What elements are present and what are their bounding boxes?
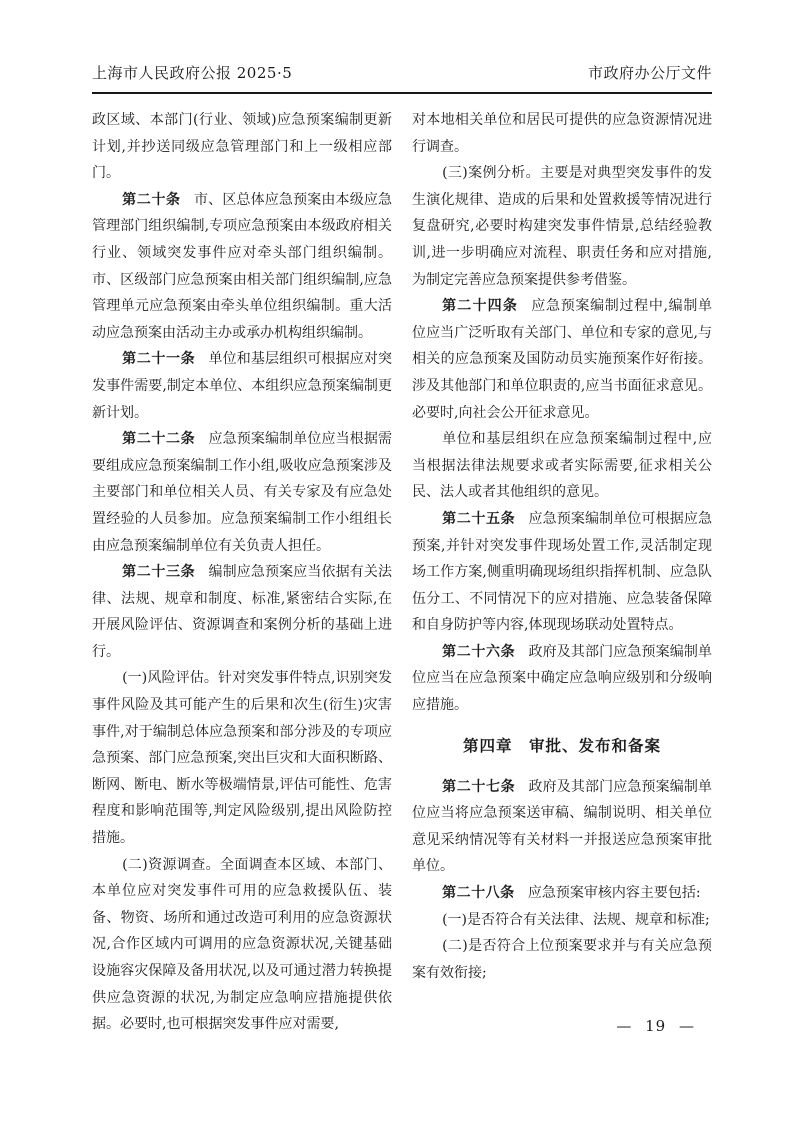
paragraph-text: 政区域、本部门(行业、领域)应急预案编制更新计划,并抄送同级应急管理部门和上一级相应部门。 [92, 112, 392, 182]
header-section-title: 市政府办公厅文件 [587, 64, 712, 82]
chapter-heading: 第四章 审批、发布和备案 [462, 736, 661, 755]
article-paragraph [92, 187, 392, 347]
article-number: 第二十二条 [122, 431, 196, 448]
list-item-paragraph [92, 665, 392, 851]
article-number: 第二十八条 [442, 885, 515, 902]
paragraph-text: (三)案例分析。主要是对典型突发事件的发生演化规律、造成的后果和处置救援等情况进行复盘研究,必要时构建突发事件情景,总结经验教训,进一步明确应对流程、职责任务和应对措施,为制定完善应急预案提供参考借鉴。 [412, 165, 712, 288]
article-number: 第二十三条 [122, 564, 196, 581]
paragraph-text: 单位和基层组织在应急预案编制过程中,应当根据法律法规要求或者实际需要,征求相关公民、法人或者其他组织的意见。 [412, 431, 712, 501]
paragraph-text: 政府及其部门应急预案编制单位应当在应急预案中确定应急响应级别和分级响应措施。 [412, 643, 713, 714]
article-number: 第二十五条 [442, 510, 516, 527]
paragraph-text: 对本地相关单位和居民可提供的应急资源情况进行调查。 [412, 112, 712, 155]
article-number: 第二十六条 [442, 643, 516, 660]
paragraph-text: 市、区总体应急预案由本级应急管理部门组织编制,专项应急预案由本级政府相关行业、领域突发事件应对牵头部门组织编制。市、区级部门应急预案由相关部门组织编制,应急管理单元应急预案由牵头单位组织编制。重大活动应急预案由活动主办或承办机构组织编制。 [92, 191, 393, 341]
right-column [412, 107, 712, 1038]
article-paragraph [92, 559, 392, 665]
list-item-paragraph [412, 907, 712, 934]
two-column-body [92, 107, 712, 1038]
running-header [92, 62, 712, 83]
header-publication-title: 上海市人民政府公报 2025·5 [92, 64, 293, 82]
article-paragraph [92, 426, 392, 559]
list-item-paragraph [92, 852, 392, 1038]
paragraph-text: 应急预案编制单位可根据应急预案,并针对突发事件现场处置工作,灵活制定现场工作方案,侧重明确现场组织指挥机制、应急队伍分工、不同情况下的应对措施、应急装备保障和自身防护等内容,体现现场联动处置特点。 [412, 510, 713, 634]
article-paragraph [412, 506, 712, 639]
article-number: 第二十四条 [442, 298, 519, 315]
paragraph-text: 应急预案编制单位应当根据需要组成应急预案编制工作小组,吸收应急预案涉及主要部门和单位相关人员、有关专家及有应急处置经验的人员参加。应急预案编制工作小组组长由应急预案编制单位有关负责人担任。 [92, 431, 393, 554]
paragraph-text: 应急预案审核内容主要包括: [527, 885, 701, 902]
paragraph-text: (一)风险评估。针对突发事件特点,识别突发事件风险及其可能产生的后果和次生(衍生)灾害事件,对于编制总体应急预案和部分涉及的专项应急预案、部门应急预案,突出巨灾和大面积断路、断网、断电、断水等极端情景,评估可能性、危害程度和影响范围等,判定风险级别,提出风险防控措施。 [92, 670, 392, 847]
paragraph [412, 426, 712, 506]
article-number: 第二十条 [122, 191, 181, 208]
page-number: — 19 — [616, 1017, 695, 1035]
list-item-paragraph [412, 933, 712, 986]
article-number: 第二十一条 [122, 351, 196, 368]
article-paragraph [412, 293, 712, 426]
paragraph-text: (一)是否符合有关法律、法规、规章和标准; [442, 911, 710, 928]
page-content [92, 62, 712, 1038]
paragraph-text: (二)资源调查。全面调查本区域、本部门、本单位应对突发事件可用的应急救援队伍、装备、物资、场所和通过改造可利用的应急资源状况,合作区域内可调用的应急资源状况,关键基础设施容灾保障及备用状况,以及可通过潜力转换提供应急资源的状况,为制定应急响应措施提供依据。必要时,也可根据突发事件应对需要, [92, 856, 392, 1033]
article-paragraph [412, 880, 712, 907]
paragraph-text: 单位和基层组织可根据应对突发事件需要,制定本单位、本组织应急预案编制更新计划。 [92, 351, 393, 421]
paragraph-text: (二)是否符合上位预案要求并与有关应急预案有效衔接; [412, 938, 712, 981]
paragraph-text: 编制应急预案应当依据有关法律、法规、规章和制度、标准,紧密结合实际,在开展风险评估、资源调查和案例分析的基础上进行。 [92, 564, 393, 660]
article-paragraph [412, 774, 712, 880]
header-divider [92, 92, 712, 94]
article-paragraph [412, 639, 712, 719]
paragraph-text: 应急预案编制过程中,编制单位应当广泛听取有关部门、单位和专家的意见,与相关的应急预案及国防动员实施预案作好衔接。涉及其他部门和单位职责的,应当书面征求意见。必要时,向社会公开征求意见。 [412, 298, 713, 421]
article-number: 第二十七条 [442, 778, 516, 795]
paragraph-text: 政府及其部门应急预案编制单位应当将应急预案送审稿、编制说明、相关单位意见采纳情况等有关材料一并报送应急预案审批单位。 [412, 778, 713, 875]
paragraph-continuation [412, 107, 712, 160]
article-paragraph [92, 346, 392, 426]
list-item-paragraph [412, 160, 712, 293]
paragraph-continuation [92, 107, 392, 187]
left-column [92, 107, 392, 1038]
